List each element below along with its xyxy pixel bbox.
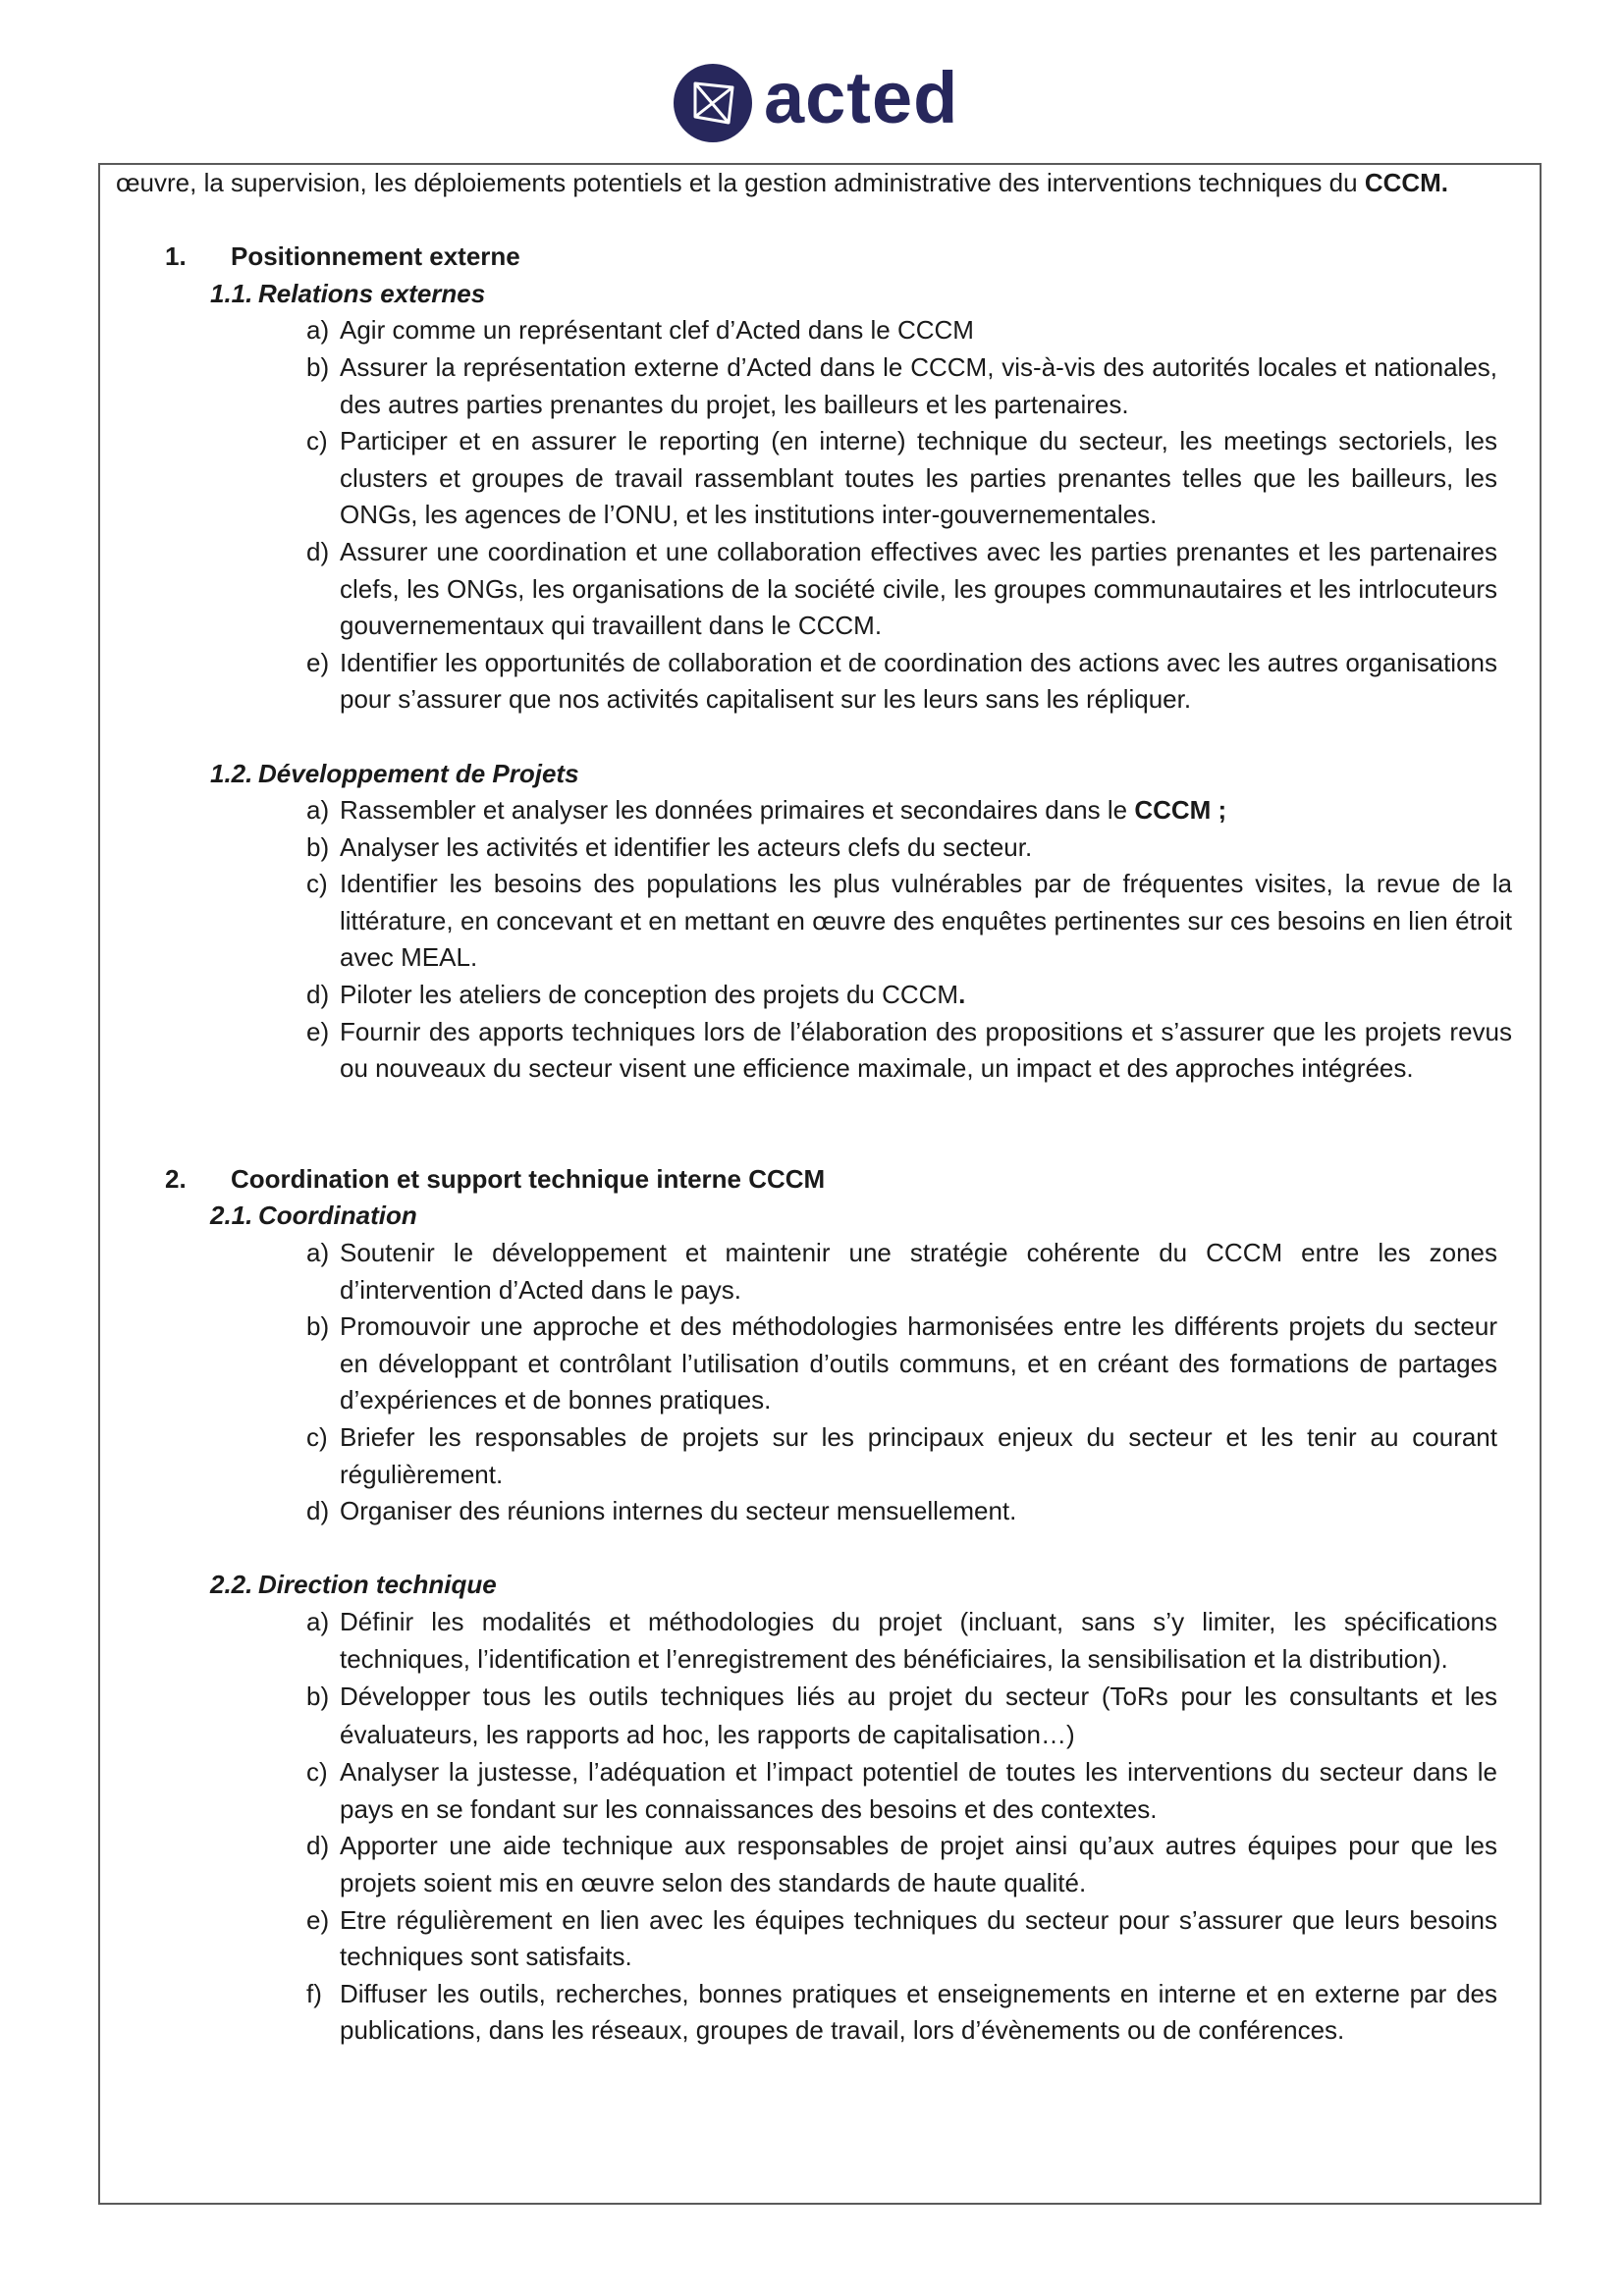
list-item: e) Identifier les opportunités de collaboration et de coordination des actions avec les autres organisations pour s’assurer que nos activités capitalisent sur les leurs sans les répliquer. — [306, 647, 1497, 715]
list-item: a) Définir les modalités et méthodologies du projet (incluant, sans s’y limiter, les spécifications techniques, l’identification et l’enregistrement des bénéficiaires, la sensibilisation et la distribution). — [306, 1606, 1497, 1674]
list-item: d) Organiser des réunions internes du secteur mensuellement. — [306, 1496, 1017, 1526]
item-list — [116, 1235, 1526, 1530]
list-item: d) Assurer une coordination et une collaboration effectives avec les parties prenantes et les partenaires clefs, les ONGs, les organisations de la société civile, les groupes communautaires et les intrlocuteurs gouvernementaux qui travaillent dans le CCCM. — [306, 536, 1497, 641]
list-item: e) Fournir des apports techniques lors de l’élaboration des propositions et s’assurer que les projets revus ou nouveaux du secteur visent une efficience maximale, un impact et des approches intégrées. — [306, 1016, 1512, 1084]
subsection-heading: 2.1. Coordination — [210, 1201, 417, 1231]
acted-logo — [672, 57, 959, 145]
item-list — [116, 312, 1526, 719]
list-item: d) Piloter les ateliers de conception des projets du CCCM. — [306, 980, 966, 1010]
subsection-heading: 1.2. Développement de Projets — [210, 758, 579, 788]
intro-paragraph: œuvre, la supervision, les déploiements potentiels et la gestion administrative des interventions techniques du CCCM. — [116, 168, 1449, 197]
list-item: a) Agir comme un représentant clef d’Acted dans le CCCM — [306, 315, 974, 346]
list-item: c) Identifier les besoins des populations les plus vulnérables par de fréquentes visites, la revue de la littérature, en concevant et en mettant en œuvre des enquêtes pertinentes sur ces besoins en lien étroit avec MEAL. — [306, 869, 1512, 973]
list-item: d) Apporter une aide technique aux responsables de projet ainsi qu’aux autres équipes pour que les projets soient mis en œuvre selon des standards de haute qualité. — [306, 1831, 1497, 1897]
subsection-heading: 2.2. Direction technique — [210, 1570, 497, 1600]
subsection-heading: 1.1. Relations externes — [210, 278, 486, 308]
intro-bold: CCCM. — [1364, 168, 1449, 197]
acted-emblem-icon — [672, 62, 754, 144]
list-item: f) Diffuser les outils, recherches, bonnes pratiques et enseignements en interne et en externe par des publications, dans les réseaux, groupes de travail, lors d’évènements ou de conférences. — [306, 1978, 1497, 2046]
list-item: c) Participer et en assurer le reporting (en interne) technique du secteur, les meetings sectoriels, les clusters et groupes de travail rassemblant toutes les parties prenantes telles que les bailleurs, les ONGs, les agences de l’ONU, et les institutions inter-gouvernementales. — [306, 426, 1497, 530]
document-frame — [98, 163, 1542, 2205]
list-item: b) Analyser les activités et identifier les acteurs clefs du secteur. — [306, 831, 1033, 862]
list-item: e) Etre régulièrement en lien avec les équipes techniques du secteur pour s’assurer que leurs besoins techniques sont satisfaits. — [306, 1904, 1497, 1972]
logo-text: acted — [764, 57, 959, 138]
list-item: c) Briefer les responsables de projets sur les principaux enjeux du secteur et les tenir au courant régulièrement. — [306, 1422, 1497, 1489]
list-item: b) Promouvoir une approche et des méthodologies harmonisées entre les différents projets du secteur en développant et contrôlant l’utilisation d’outils communs, et en créant des formations de partages d’expériences et de bonnes pratiques. — [306, 1311, 1497, 1415]
list-item: a) Rassembler et analyser les données primaires et secondaires dans le CCCM ; — [306, 795, 1227, 826]
item-list — [116, 1604, 1526, 2050]
section-heading: 2. Coordination et support technique interne CCCM — [165, 1163, 826, 1194]
list-item: a) Soutenir le développement et maintenir une stratégie cohérente du CCCM entre les zones d’intervention d’Acted dans le pays. — [306, 1238, 1497, 1305]
item-list — [116, 792, 1526, 1088]
document-body — [116, 165, 1526, 2050]
list-item: c) Analyser la justesse, l’adéquation et l’impact potentiel de toutes les interventions du secteur dans le pays en se fondant sur les connaissances des besoins et des contextes. — [306, 1757, 1497, 1824]
section-heading: 1. Positionnement externe — [165, 241, 520, 272]
list-item: b) Développer tous les outils techniques liés au projet du secteur (ToRs pour les consultants et les évaluateurs, les rapports ad hoc, les rapports de capitalisation…) — [306, 1682, 1497, 1750]
list-item: b) Assurer la représentation externe d’Acted dans le CCCM, vis-à-vis des autorités locales et nationales, des autres parties prenantes du projet, les bailleurs et les partenaires. — [306, 351, 1497, 419]
